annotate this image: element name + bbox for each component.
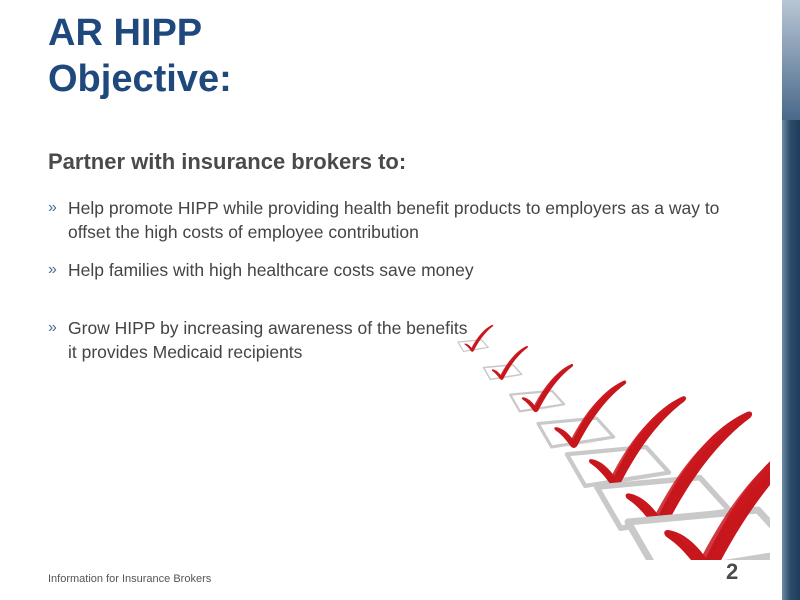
accent-bar-highlight [782, 0, 800, 120]
bullet-marker-icon: » [48, 319, 57, 336]
slide-subheading: Partner with insurance brokers to: [48, 149, 407, 174]
page-number: 2 [726, 559, 739, 584]
bullet-marker-icon: » [48, 199, 57, 216]
bullet-item [48, 316, 468, 364]
bullet-text: Help families with high healthcare costs save money [68, 260, 474, 280]
slide-footer: Information for Insurance Brokers [48, 573, 212, 585]
right-edge-accent-bar [782, 0, 800, 600]
slide-title-line2: Objective: [48, 58, 232, 100]
bullet-marker-icon: » [48, 261, 57, 278]
bullet-item [48, 258, 758, 282]
bullet-text: Help promote HIPP while providing health benefit products to employers as a way to offset the high costs of employee contribution [68, 198, 720, 242]
checkbox-checkmarks-illustration [440, 300, 770, 560]
slide-title [48, 10, 232, 102]
slide-title-line1: AR HIPP [48, 12, 203, 54]
bullet-item [48, 196, 758, 244]
checkbox-with-check-icon [484, 346, 528, 380]
checkmarks-group [458, 325, 770, 560]
bullet-text: Grow HIPP by increasing awareness of the benefits it provides Medicaid recipients [68, 318, 468, 362]
checkbox-with-check-icon [458, 325, 493, 352]
